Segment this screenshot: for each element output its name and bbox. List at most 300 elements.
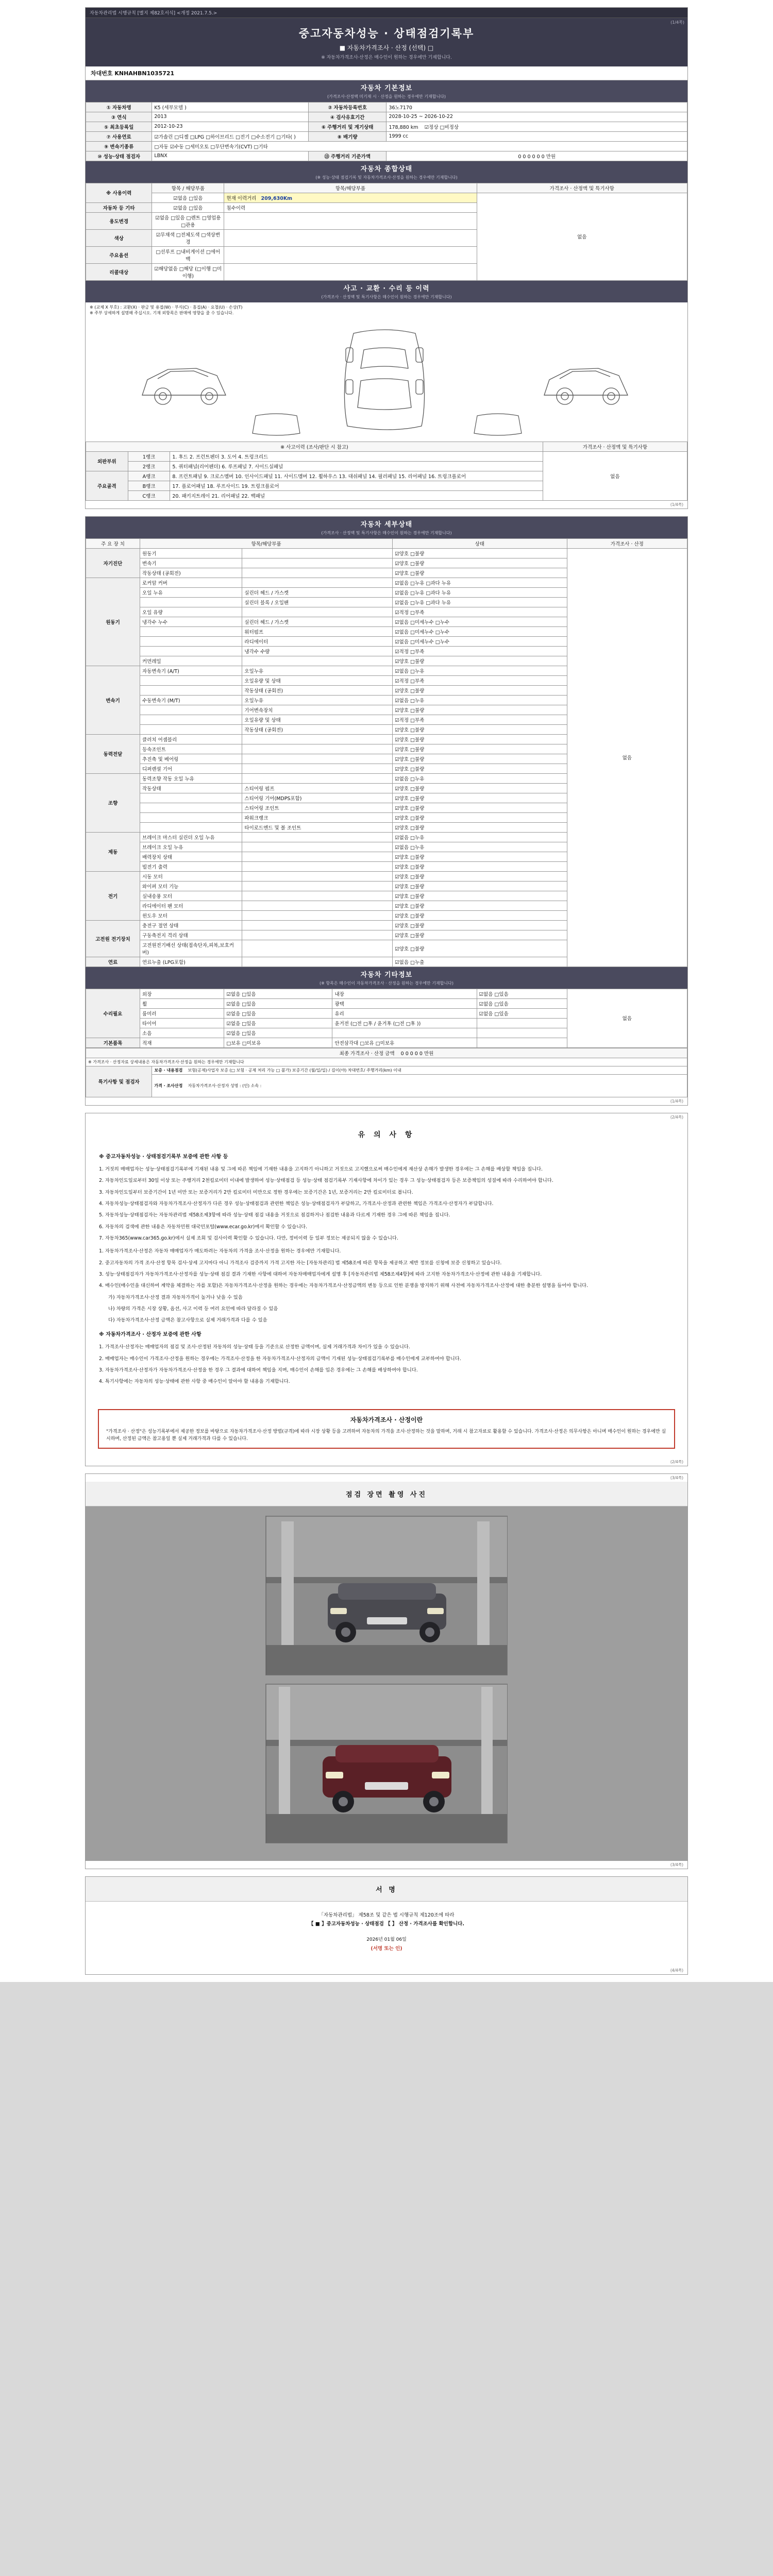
warranty-row-0-key: 보증 · 내용점검 <box>154 1067 183 1073</box>
detail-item-sub <box>242 548 393 558</box>
rank-2-value: 5. 쿼터패널(리어펜더) 6. 루프패널 7. 사이드실패널 <box>170 461 543 471</box>
detail-item-key: 오일 유량 <box>140 607 242 617</box>
detail-item-sub <box>242 773 393 783</box>
car-damage-diagram <box>86 318 687 442</box>
other-item-b: ☑없음 □있음 <box>224 1028 332 1038</box>
detail-item-sub <box>242 930 393 940</box>
section-other-bar <box>86 967 687 989</box>
overall-row-1-b: 침수이력 <box>224 202 477 212</box>
notice-item: 5. 자동차성능·상태점검자는 자동차관리법 제58조제3항에 따라 성능·상태 점검 내용을 거짓으로 점검하거나 점검한 내용과 다르게 기재한 경우 그에 따른 책임을 집니다. <box>99 1212 450 1218</box>
transmission-value: □자동 ☑수동 □세미오토 □무단변속기(CVT) □기타 <box>152 141 687 151</box>
detail-item-sub <box>242 910 393 920</box>
table-row <box>86 548 687 558</box>
detail-item-sub: 작동상태 (공회전) <box>242 724 393 734</box>
other-item-b: ☑없음 □있음 <box>224 1018 332 1028</box>
detail-item-key <box>140 636 242 646</box>
detail-item-state: ☑양호 □불량 <box>393 724 567 734</box>
signature-body <box>86 1902 687 1966</box>
document-subnote: ※ 자동차가격조사·산정은 매수인이 원하는 경우에만 기재합니다. <box>321 55 452 60</box>
detail-item-sub: 오일누유 <box>242 695 393 705</box>
rank-2-label: 2랭크 <box>128 461 170 471</box>
section-accident-note: (가격조사 · 산정액 및 특기사항은 매수인이 원하는 경우에만 기재합니다) <box>321 294 452 299</box>
detail-item-state: ☑양호 □불량 <box>393 871 567 881</box>
notice-list-4 <box>99 1343 674 1385</box>
detail-item-key: 원동기 <box>140 548 242 558</box>
notice-item: 1. 거짓의 매매업자는 성능·상태점검기록부에 기재된 내용 및 그에 따른 책임에 기재한 내용을 고지하기 아니하고 거짓으로 고지했으로써 매수인에게 재산상 손해가 발생한 경우에는 그 손해를 배상할 책임을 집니다. <box>99 1166 543 1173</box>
detail-item-key: 수동변속기 (M/T) <box>140 695 242 705</box>
detail-item-state: ☑없음 □누유 <box>393 773 567 783</box>
detail-item-state: ☑양호 □불량 <box>393 812 567 822</box>
detail-item-sub <box>242 871 393 881</box>
detail-item-sub <box>242 656 393 666</box>
sheet-4-footer: (3/4쪽) <box>670 1862 683 1868</box>
notice-item: 1. 가격조사·산정자는 매매업자의 점검 및 조사·산정된 자동차의 성능·상태 등을 기준으로 산정한 금액이며, 실제 거래가격과 차이가 있을 수 있습니다. <box>99 1344 410 1350</box>
detail-item-state: ☑양호 □불량 <box>393 901 567 910</box>
overall-state-table <box>86 183 687 281</box>
detail-item-state: ☑양호 □불량 <box>393 685 567 695</box>
detail-item-key: 자동변속기 (A/T) <box>140 666 242 675</box>
detail-item-state: ☑양호 □불량 <box>393 822 567 832</box>
overall-row-0-a: ☑없음 □있음 <box>152 193 224 202</box>
other-item-c: 안전삼각대 □보유 □미보유 <box>332 1038 477 1047</box>
detail-item-key: 등속조인트 <box>140 744 242 754</box>
sheet-2-footer: (1/4쪽) <box>670 1098 683 1104</box>
notice-item: 6. 자동차의 검색에 관한 내용은 자동차민원 대국민포털(www.ecar.go.kr)에서 확인할 수 있습니다. <box>99 1224 308 1230</box>
base-price-value: 0 0 0 0 0 0 만원 <box>386 151 687 161</box>
warranty-row-0-value: 보험(공제)사업자 보증 (□ 보험 · 공제 처리 가능 □ 불가) 보증기간 (월/일/일) / 길이(야) 차대번호/ 주행거리(km) 이내 <box>188 1067 401 1073</box>
signature-date: 2026년 01월 06일 <box>366 1937 407 1943</box>
sheet-1 <box>85 7 688 509</box>
overall-col-head-3: 가격조사 · 산정액 및 특기사항 <box>477 183 687 193</box>
notice-page-tag: (2/4쪽) <box>670 1114 683 1120</box>
detail-item-key: 라디에이터 팬 모터 <box>140 901 242 910</box>
detail-item-sub <box>242 852 393 861</box>
detail-item-key <box>140 822 242 832</box>
detail-item-sub: 기어변속장치 <box>242 705 393 715</box>
detail-state-table <box>86 538 687 967</box>
detail-item-state: ☑양호 □불량 <box>393 744 567 754</box>
detail-item-sub: 작동상태 (공회전) <box>242 685 393 695</box>
rank-a-value: 8. 프런트패널 9. 크로스멤버 10. 인사이드패널 11. 사이드멤버 12. 휠하우스 13. 대쉬패널 14. 필러패널 15. 리어패널 16. 트렁크플로어 <box>170 471 543 481</box>
rank-b-label: B랭크 <box>128 481 170 490</box>
warranty-row-1 <box>152 1074 687 1097</box>
notice-list-1 <box>99 1165 674 1242</box>
detail-item-sub: 라디에이터 <box>242 636 393 646</box>
inspector-value: LBNX <box>152 151 308 161</box>
detail-item-state: ☑양호 □불량 <box>393 764 567 773</box>
detail-item-state: ☑양호 □불량 <box>393 705 567 715</box>
final-price-title-text: 최종 가격조사 · 산정 금액 <box>339 1050 395 1057</box>
form-legal-note: 자동차관리법 시행규칙 [별지 제82호서식] <개정 2021.7.5.> <box>86 8 687 18</box>
notice-list-3 <box>108 1294 674 1325</box>
accident-legend-block <box>86 302 687 318</box>
detail-item-state: ☑없음 □미세누수 □누수 <box>393 617 567 626</box>
overall-row-5-b <box>224 263 477 280</box>
section-overall-title: 자동차 종합상태 <box>360 165 413 173</box>
other-item-a: 적재 <box>140 1038 224 1047</box>
base-price-label: ⑬ 주행거리 기준가액 <box>308 151 386 161</box>
detail-item-key: 와이퍼 모터 기능 <box>140 881 242 891</box>
sheet-5 <box>85 1876 688 1974</box>
other-item-b: ☑없음 □있음 <box>224 1008 332 1018</box>
notice-item: 3. 성능·상태점검자가 자동차가격조사·산정자를 성능·상태 점검 결과 기재한 사항에 대하여 자동차매매업자에게 설명 후 [자동차관리법 제58조제4항]에 따라 고지한 자동차가격조사·산정에 관한 내용을 기재합니다. <box>99 1272 542 1278</box>
overall-remark: 없음 <box>477 193 687 280</box>
detail-remark: 없음 <box>567 548 687 967</box>
detail-item-sub: 파워크랭크 <box>242 812 393 822</box>
accident-side-value: 없음 <box>543 451 687 500</box>
detail-item-key: 고전원전기배선 상태(접속단자,피복,보호커버) <box>140 940 242 957</box>
detail-item-key <box>140 646 242 656</box>
rank-1-value: 1. 후드 2. 프런트펜더 3. 도어 4. 트렁크리드 <box>170 451 543 461</box>
detail-item-key: 시동 모터 <box>140 871 242 881</box>
detail-item-sub: 오일유량 및 상태 <box>242 675 393 685</box>
price-definition-box <box>98 1409 675 1449</box>
detail-head-1: 항목/해당부품 <box>140 538 393 548</box>
overall-row-2-a: ☑없음 □있음 □렌트 □영업용 □관용 <box>152 212 224 229</box>
detail-item-key: 추진축 및 베어링 <box>140 754 242 764</box>
other-item-c: 광택 <box>332 998 477 1008</box>
car-right-side-view <box>544 368 628 404</box>
overall-col-head-2: 항목/해당부품 <box>224 183 477 193</box>
rank-c-label: C랭크 <box>128 490 170 500</box>
notice-item: 3. 자동차가격조사·산정자가 자동차가격조사·산정을 한 경우 그 결과에 대하여 책임을 지며, 매수인이 손해를 입은 경우에는 그 손해를 배상하여야 합니다. <box>99 1367 418 1373</box>
detail-item-state: ☑양호 □불량 <box>393 783 567 793</box>
overall-row-4-a: □선루프 □내비게이션 □에어백 <box>152 246 224 263</box>
detail-item-sub <box>242 861 393 871</box>
detail-item-key <box>140 724 242 734</box>
detail-item-state: ☑양호 □불량 <box>393 656 567 666</box>
other-item-b: □보유 □미보유 <box>224 1038 332 1047</box>
detail-item-state: ☑양호 □불량 <box>393 568 567 578</box>
overall-row-2-cat: 용도변경 <box>86 212 152 229</box>
section-accident-title: 사고 · 교환 · 수리 등 이력 <box>343 284 430 293</box>
detail-item-key: 클러치 어셈블리 <box>140 734 242 744</box>
rank-c-value: 20. 패키지트레이 21. 리어패널 22. 백패널 <box>170 490 543 500</box>
detail-group-name: 동력전달 <box>86 734 140 773</box>
detail-item-key: 충전구 절연 상태 <box>140 920 242 930</box>
detail-item-key: 오일 누유 <box>140 587 242 597</box>
detail-item-sub <box>242 920 393 930</box>
other-item-c <box>332 1028 477 1038</box>
notice-title: 유 의 사 항 <box>358 1130 415 1139</box>
detail-item-key: 브레이크 마스터 실린더 오일 누유 <box>140 832 242 842</box>
detail-item-state: ☑없음 □누출 <box>393 957 567 967</box>
mileage-number: 178,880 km <box>389 124 418 130</box>
other-item-d <box>477 1018 567 1028</box>
other-item-c: 유리 <box>332 1008 477 1018</box>
detail-group-name: 연료 <box>86 957 140 967</box>
usage-history-label: ※ 사용이력 <box>86 183 152 202</box>
detail-item-state: ☑양호 □불량 <box>393 793 567 803</box>
overall-col-head-0: 항목 / 해당부품 <box>152 183 224 193</box>
mileage-value <box>386 122 687 131</box>
detail-item-state: ☑없음 □미세누수 □누수 <box>393 636 567 646</box>
detail-item-sub <box>242 744 393 754</box>
detail-item-key: 실내송풍 모터 <box>140 891 242 901</box>
detail-item-state: ☑없음 □누유 □과다 누유 <box>393 587 567 597</box>
other-item-a: 소음 <box>140 1028 224 1038</box>
car-front-view <box>253 414 300 435</box>
detail-group-name: 제동 <box>86 832 140 871</box>
other-group-repair: 수리필요 <box>86 989 140 1038</box>
overall-row-4-b <box>224 246 477 263</box>
detail-item-sub <box>242 754 393 764</box>
mileage-state: ☑정상 □비정상 <box>424 124 459 130</box>
signature-line-2: 【 ■ 】중고자동차성능 · 상태점검 【 】 산정 · 가격조사를 확인합니다. <box>309 1921 464 1927</box>
notice-item: 3. 자동차인도일부터 보증기간이 1년 미만 또는 보증거리가 2만 킬로미터 미만으로 정한 경우에는 보증기간은 1년, 보증거리는 2만 킬로미터로 봅니다. <box>99 1189 413 1195</box>
detail-item-state: ☑양호 □불량 <box>393 754 567 764</box>
other-item-d: ☑없음 □있음 <box>477 998 567 1008</box>
sheet-4 <box>85 1473 688 1869</box>
detail-group-name: 원동기 <box>86 578 140 666</box>
other-info-body <box>86 989 687 1047</box>
detail-group-name: 조향 <box>86 773 140 832</box>
accident-legend-2: ※ 주부 상세하게 설명해 주십시오. 기재 외항목은 판매에 영향을 줄 수 있습니다. <box>90 310 234 315</box>
section-accident-bar <box>86 281 687 302</box>
detail-item-sub: 오일누유 <box>242 666 393 675</box>
overall-row-3-cat: 색상 <box>86 229 152 246</box>
notice-item: 2. 자동차인도일로부터 30일 이상 또는 주행거리 2천킬로미터 이내에 발생하여 성능·상태점검 등 성능·상태 점검기록부 기재사항에 차이가 있는 경우 그 성능·상태점검자 등은 보증책임의 성질에 따라 수리하여야 합니다. <box>99 1178 553 1184</box>
section-detail-note: (가격조사 · 산정액 및 특기사항은 매수인이 원하는 경우에만 기재합니다) <box>321 530 452 535</box>
detail-item-key <box>140 685 242 695</box>
overall-row-3-a: ☑무채색 □전체도색 □색상변경 <box>152 229 224 246</box>
document-subtitle: ■ 자동차가격조사 · 산정 (선택) □ <box>339 44 434 52</box>
fuel-label: ⑦ 사용연료 <box>86 131 152 141</box>
document-header <box>86 18 687 66</box>
final-price-title <box>86 1048 687 1058</box>
detail-item-sub <box>242 578 393 587</box>
detail-group-name: 고전원 전기장치 <box>86 920 140 957</box>
detail-item-state: ☑양호 □불량 <box>393 881 567 891</box>
table-row <box>86 989 687 998</box>
detail-item-sub: 실린더 헤드 / 가스켓 <box>242 587 393 597</box>
detail-item-state: ☑양호 □불량 <box>393 910 567 920</box>
photos-title: 점검 장면 촬영 사진 <box>86 1482 687 1506</box>
displacement-label: ⑧ 배기량 <box>308 131 386 141</box>
mileage-history-value: 209,630Km <box>261 195 293 201</box>
section-other-note: (※ 항목은 매수인이 자동차가격조사 · 산정을 원하는 경우에만 기재합니다) <box>320 980 453 986</box>
transmission-label: ⑨ 변속기종류 <box>86 141 152 151</box>
final-price-note: ※ 가격조사 · 산정자료 상세내용은 자동차가격조사·산정을 원하는 경우에만 기재합니다 <box>86 1058 687 1066</box>
year-value: 2013 <box>152 112 308 122</box>
detail-item-sub <box>242 891 393 901</box>
detail-item-sub <box>242 734 393 744</box>
detail-item-key: 커먼레일 <box>140 656 242 666</box>
signature-title: 서 명 <box>86 1877 687 1902</box>
detail-item-key: 디퍼렌셜 기어 <box>140 764 242 773</box>
photo-1-svg <box>266 1516 508 1675</box>
detail-item-key: 작동상태 <box>140 783 242 793</box>
overall-row-1-cat: 자동차 등 기타 <box>86 202 152 212</box>
sheet-3-footer: (2/4쪽) <box>670 1460 683 1465</box>
section-basic-info-note: (가격조사·산정액 미기재 시 · 산정을 원하는 경우에만 기재합니다) <box>327 94 446 99</box>
detail-group-name: 자기진단 <box>86 548 140 578</box>
final-price-table <box>86 1048 687 1097</box>
photos-page-tag: (3/4쪽) <box>670 1476 683 1481</box>
price-definition-title: 자동차가격조사 · 산정이란 <box>350 1416 423 1423</box>
detail-item-key <box>140 812 242 822</box>
main-frame-label: 주요골격 <box>86 471 128 500</box>
detail-item-sub: 오일유량 및 상태 <box>242 715 393 724</box>
overall-row-4-cat: 주요옵션 <box>86 246 152 263</box>
other-group-basic: 기본품목 <box>86 1038 140 1047</box>
detail-item-key <box>140 626 242 636</box>
accident-legend-1: ※ (교체 X 부호) : 교환(X) · 판금 및 용접(W) · 부식(C) · 흠집(A) · 요철(U) · 손상(T) <box>90 304 243 310</box>
detail-item-state: ☑적정 □부족 <box>393 675 567 685</box>
section-basic-info-title: 자동차 기본정보 <box>360 84 413 92</box>
notice-body <box>86 1145 687 1400</box>
detail-item-key: 변속기 <box>140 558 242 568</box>
detail-group-name: 변속기 <box>86 666 140 734</box>
vin-line <box>86 66 687 80</box>
fuel-value: ☑가솔린 □디젤 □LPG □하이브리드 □전기 □수소전기 □기타( ) <box>152 131 308 141</box>
basic-info-table <box>86 102 687 161</box>
detail-item-key <box>140 597 242 607</box>
car-left-side-view <box>142 368 226 404</box>
notice-item: 2. 매매업자는 매수인이 가격조사·산정을 원하는 경우에는 가격조사·산정을 한 자동차가격조사·산정자의 금액이 기재된 성능·상태점검기록부를 매수인에게 교부하여야 합니다. <box>99 1355 461 1362</box>
sheet-1-footer: (1/4쪽) <box>670 502 683 507</box>
detail-item-state: ☑양호 □불량 <box>393 803 567 812</box>
reg-no-value: 36노7170 <box>386 102 687 112</box>
section-detail-title: 자동차 세부상태 <box>360 520 413 529</box>
notice-item: 4. 특기사항에는 자동차의 성능·상태에 관한 사항 중 매수인이 알아야 할 내용을 기재합니다. <box>99 1379 290 1385</box>
detail-item-state: ☑양호 □불량 <box>393 558 567 568</box>
notice-sec-1-title: ※ 중고자동차성능 · 상태점검기록부 보증에 관한 사항 등 <box>99 1154 228 1160</box>
detail-item-key: 냉각수 누수 <box>140 617 242 626</box>
price-definition-text: "가격조사 · 산정"은 성능기록부에서 제공한 정보를 바탕으로 자동차가격조사·산정 방법(규격)에 따라 시장 상황 등을 고려하여 자동차의 가격을 조사·산정하는 것을 말하며, 거래 시 참고자료로 활용할 수 있습니다. 가격조사·산정은 의무사항은 아니며 매수인이 원하는 경우에만 실시하며, 산정된 금액은 참고용일 뿐 실제 거래가격과 다를 수 있습니다. <box>106 1429 666 1442</box>
detail-head-3: 가격조사 · 산정 <box>567 538 687 548</box>
photos-container <box>86 1506 687 1861</box>
rank-a-label: A랭크 <box>128 471 170 481</box>
detail-item-state: ☑양호 □불량 <box>393 891 567 901</box>
notice-sec-2-title: ※ 자동차가격조사 · 산정자 보증에 관한 사항 <box>99 1331 201 1337</box>
section-basic-info-bar <box>86 80 687 102</box>
car-rear-view <box>474 414 522 435</box>
detail-item-sub <box>242 764 393 773</box>
other-item-b: ☑없음 □있음 <box>224 989 332 998</box>
mileage-history-cell <box>224 193 477 202</box>
accident-detail-head <box>86 442 543 451</box>
year-label: ③ 연식 <box>86 112 152 122</box>
detail-item-state: ☑없음 □미세누수 □누수 <box>393 626 567 636</box>
detail-item-state: ☑없음 □누유 <box>393 695 567 705</box>
detail-item-sub <box>242 940 393 957</box>
document-title: 중고자동차성능 · 상태점검기록부 <box>298 27 475 40</box>
reg-no-label: ② 자동차등록번호 <box>308 102 386 112</box>
sheet-3 <box>85 1113 688 1467</box>
detail-item-sub <box>242 842 393 852</box>
detail-item-state: ☑없음 □누유 <box>393 666 567 675</box>
detail-item-sub: 워터펌프 <box>242 626 393 636</box>
other-item-c: 내장 <box>332 989 477 998</box>
notice-item: 7. 자동차365(www.car365.go.kr)에서 실제 조회 및 검사이력 확인할 수 있습니다. 다만, 정비이력 등 일부 정보는 제공되지 않을 수 있습니다. <box>99 1235 398 1242</box>
accident-detail-table <box>86 442 687 501</box>
detail-item-key <box>140 803 242 812</box>
overall-row-3-b <box>224 229 477 246</box>
car-diagram-svg <box>86 318 687 440</box>
detail-item-state: ☑양호 □불량 <box>393 940 567 957</box>
displacement-value: 1999 cc <box>386 131 687 141</box>
rank-1-label: 1랭크 <box>128 451 170 461</box>
other-remark: 없음 <box>567 989 687 1047</box>
page-number-1: (1/4쪽) <box>670 20 684 25</box>
inspector-label: ⑩ 성능·상태 점검자 <box>86 151 152 161</box>
detail-head-2: 상태 <box>393 538 567 548</box>
detail-item-sub <box>242 558 393 568</box>
first-reg-value: 2012-10-23 <box>152 122 308 131</box>
detail-item-sub <box>242 607 393 617</box>
detail-item-sub <box>242 957 393 967</box>
detail-item-state: ☑적정 □부족 <box>393 607 567 617</box>
detail-item-key: 구동축전지 격리 상태 <box>140 930 242 940</box>
detail-item-sub: 실린더 블록 / 오일팬 <box>242 597 393 607</box>
detail-item-state: ☑적정 □부족 <box>393 646 567 656</box>
detail-item-state: ☑양호 □불량 <box>393 920 567 930</box>
other-item-a: 룸미러 <box>140 1008 224 1018</box>
detail-item-state: ☑양호 □불량 <box>393 548 567 558</box>
vin-label: 차대번호 <box>91 70 113 77</box>
other-info-table <box>86 989 687 1048</box>
overall-row-2-b <box>224 212 477 229</box>
detail-item-state: ☑없음 □누유 <box>393 832 567 842</box>
other-item-d: ☑없음 □있음 <box>477 989 567 998</box>
detail-item-state: ☑양호 □불량 <box>393 930 567 940</box>
detail-item-key: 로커암 커버 <box>140 578 242 587</box>
mileage-history-label: 현재 이력거리 <box>226 195 257 201</box>
notice-list-2 <box>99 1247 674 1290</box>
detail-item-state: ☑양호 □불량 <box>393 734 567 744</box>
detail-item-sub: 실린더 헤드 / 가스켓 <box>242 617 393 626</box>
other-item-a: 휠 <box>140 998 224 1008</box>
other-item-d <box>477 1028 567 1038</box>
first-reg-label: ⑤ 최초등록일 <box>86 122 152 131</box>
detail-item-sub: 스티어링 펌프 <box>242 783 393 793</box>
other-item-a: 타이어 <box>140 1018 224 1028</box>
sheet-5-footer: (4/4쪽) <box>670 1968 683 1973</box>
detail-item-key: 빌전기 출력 <box>140 861 242 871</box>
detail-item-sub: 타이로드엔드 및 볼 조인트 <box>242 822 393 832</box>
detail-item-state: ☑적정 □부족 <box>393 715 567 724</box>
detail-item-state: ☑양호 □불량 <box>393 861 567 871</box>
notice-item: 1. 자동차가격조사·산정은 자동차 매매업자가 매도하려는 자동차의 가격을 조사·산정을 원하는 경우에만 기재합니다. <box>99 1248 341 1255</box>
detail-item-key: 윈도우 모터 <box>140 910 242 920</box>
detail-item-key: 동력조향 작동 오일 누유 <box>140 773 242 783</box>
detail-item-key <box>140 675 242 685</box>
detail-item-key <box>140 705 242 715</box>
notice-item: 나) 차량의 가격은 시장 상황, 옵션, 사고 이력 등 여러 요인에 따라 달라질 수 있음 <box>108 1306 278 1312</box>
detail-item-key <box>140 793 242 803</box>
signature-line-1: 「자동차관리법」 제58조 및 같은 법 시행규칙 제120조에 따라 <box>318 1912 455 1919</box>
overall-row-1-a: ☑없음 □있음 <box>152 202 224 212</box>
detail-item-state: ☑없음 □누유 □과다 누유 <box>393 597 567 607</box>
other-item-c: 윤거전 (□전 □후 / 윤거후 (□전 □후 )) <box>332 1018 477 1028</box>
notice-item: 4. 매수인(매수인을 대신하여 계약을 체결하는 자를 포함)은 자동차가격조사·산정을 원하는 경우에는 자동차가격조사·산정금액의 변동 등으로 인한 분쟁을 방지하기 위해 사전에 자동차가격조사·산정에 대한 충분한 설명을 들어야 합니다. <box>99 1283 589 1289</box>
detail-item-key: 작동상태 (공회전) <box>140 568 242 578</box>
detail-head-0: 주 요 장 치 <box>86 538 140 548</box>
photo-2-svg <box>266 1684 508 1843</box>
detail-item-sub <box>242 832 393 842</box>
inspection-value: 2028-10-25 ~ 2026-10-22 <box>386 112 687 122</box>
car-name-label: ① 자동차명 <box>86 102 152 112</box>
warranty-row-0 <box>152 1066 687 1074</box>
inspection-label: ④ 검사유효기간 <box>308 112 386 122</box>
detail-item-state: ☑양호 □불량 <box>393 852 567 861</box>
accident-side-head: 가격조사 · 산정액 및 특기사항 <box>543 442 687 451</box>
overall-row-5-cat: 리콜대상 <box>86 263 152 280</box>
detail-item-sub: 스티어링 기어(MDPS포함) <box>242 793 393 803</box>
inspection-photo-1 <box>265 1516 508 1675</box>
warranty-row-1-value: 자동차가격조사·산정자 성명 : (인) 소속 : <box>188 1083 262 1088</box>
